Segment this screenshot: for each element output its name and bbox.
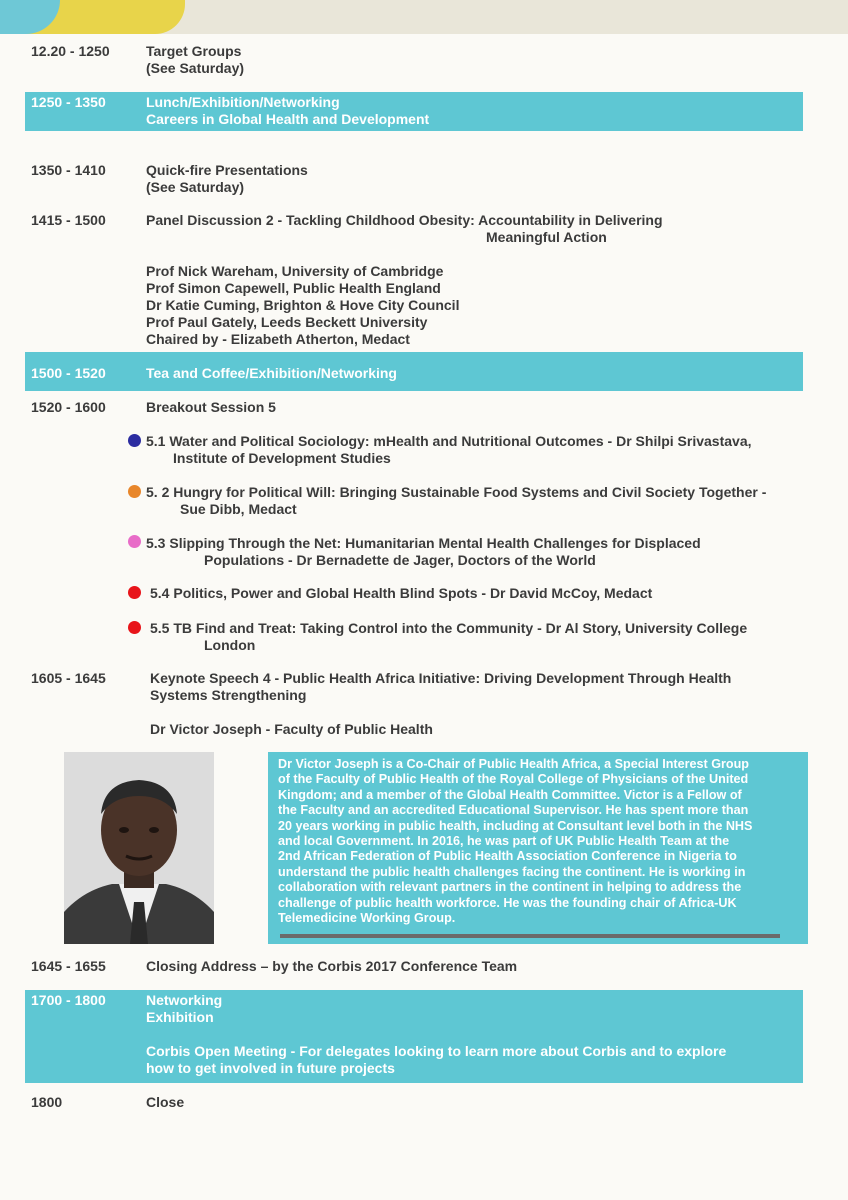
panelist: Prof Paul Gately, Leeds Beckett University (146, 314, 428, 330)
session-title: Close (146, 1094, 185, 1110)
breakout-title: 5.5 TB Find and Treat: Taking Control into the Community - Dr Al Story, University College (150, 620, 748, 636)
panel-chair: Chaired by - Elizabeth Atherton, Medact (146, 331, 410, 347)
session-color-dot (128, 434, 141, 447)
breakout-title: 5.4 Politics, Power and Global Health Blind Spots - Dr David McCoy, Medact (150, 585, 653, 601)
breakout-title: 5. 2 Hungry for Political Will: Bringing Sustainable Food Systems and Civil Society Together - (146, 484, 767, 500)
bio-line: challenge of public health workforce. He was the founding chair of Africa-UK (278, 895, 737, 910)
panelist: Prof Nick Wareham, University of Cambridge (146, 263, 444, 279)
session-time: 1350 - 1410 (31, 162, 106, 178)
session-time: 1520 - 1600 (31, 399, 106, 415)
speaker-name: Dr Victor Joseph - Faculty of Public Health (150, 721, 433, 737)
bio-line: collaboration with relevant partners in the continent in helping to address the (278, 880, 742, 895)
breakout-title: 5.1 Water and Political Sociology: mHealth and Nutritional Outcomes - Dr Shilpi Srivastava, (146, 433, 752, 449)
session-subtitle: Careers in Global Health and Development (146, 111, 430, 127)
bio-line: 2nd African Federation of Public Health Association Conference in Nigeria to (278, 849, 737, 864)
bio-line: understand the public health challenges facing the continent. He is working in (278, 864, 746, 879)
breakout-subtitle: Institute of Development Studies (173, 450, 391, 466)
session-title: Networking (146, 992, 223, 1008)
session-title: Panel Discussion 2 - Tackling Childhood Obesity: Accountability in Delivering (146, 212, 663, 228)
session-time: 1605 - 1645 (31, 670, 106, 686)
breakout-subtitle: London (204, 637, 256, 653)
session-time: 12.20 - 1250 (31, 43, 110, 59)
session-title: Target Groups (146, 43, 242, 59)
bio-line: and local Government. In 2016, he was part of UK Public Health Team at the (278, 834, 730, 849)
session-color-dot (128, 535, 141, 548)
breakout-subtitle: Sue Dibb, Medact (180, 501, 297, 517)
session-title: Breakout Session 5 (146, 399, 276, 415)
session-time: 1645 - 1655 (31, 958, 106, 974)
session-time: 1500 - 1520 (31, 365, 106, 381)
bio-line: 20 years working in public health, including at Consultant level both in the NHS (278, 818, 753, 833)
session-description: how to get involved in future projects (146, 1060, 395, 1076)
session-title: Tea and Coffee/Exhibition/Networking (146, 365, 397, 381)
session-color-dot (128, 621, 141, 634)
session-time: 1415 - 1500 (31, 212, 106, 228)
session-time: 1800 (31, 1094, 63, 1110)
session-color-dot (128, 586, 141, 599)
session-time: 1700 - 1800 (31, 992, 106, 1008)
session-title: Keynote Speech 4 - Public Health Africa Initiative: Driving Development Through Health (150, 670, 732, 686)
session-subtitle: (See Saturday) (146, 179, 245, 195)
header-banner (0, 0, 848, 34)
bio-line: Dr Victor Joseph is a Co-Chair of Public Health Africa, a Special Interest Group (278, 757, 749, 771)
session-color-dot (128, 485, 141, 498)
breakout-title: 5.3 Slipping Through the Net: Humanitarian Mental Health Challenges for Displaced (146, 535, 701, 551)
session-title: Quick-fire Presentations (146, 162, 308, 178)
session-subtitle: Exhibition (146, 1009, 214, 1025)
speaker-bio (268, 752, 808, 944)
session-time: 1250 - 1350 (31, 94, 106, 110)
panelist: Prof Simon Capewell, Public Health England (146, 280, 441, 296)
highlight-band (25, 352, 803, 391)
portrait-icon (64, 752, 214, 944)
highlight-band (25, 990, 803, 1083)
bio-line: Telemedicine Working Group. (278, 911, 456, 926)
bio-line: of the Faculty of Public Health of the Royal College of Physicians of the United (278, 772, 749, 787)
session-subtitle: Systems Strengthening (150, 687, 307, 703)
panelist: Dr Katie Cuming, Brighton & Hove City Council (146, 297, 460, 313)
breakout-subtitle: Populations - Dr Bernadette de Jager, Doctors of the World (204, 552, 596, 568)
session-title: Closing Address – by the Corbis 2017 Conference Team (146, 958, 518, 974)
bio-divider (280, 934, 780, 938)
session-subtitle: (See Saturday) (146, 60, 245, 76)
session-description: Corbis Open Meeting - For delegates looking to learn more about Corbis and to explore (146, 1043, 727, 1059)
bio-line: the Faculty and an accredited Educational Supervisor. He has spent more than (278, 803, 749, 818)
session-subtitle: Meaningful Action (486, 229, 607, 245)
bio-line: Kingdom; and a member of the Global Health Committee. Victor is a Fellow of (278, 787, 742, 802)
speaker-photo (64, 752, 214, 944)
session-title: Lunch/Exhibition/Networking (146, 94, 340, 110)
